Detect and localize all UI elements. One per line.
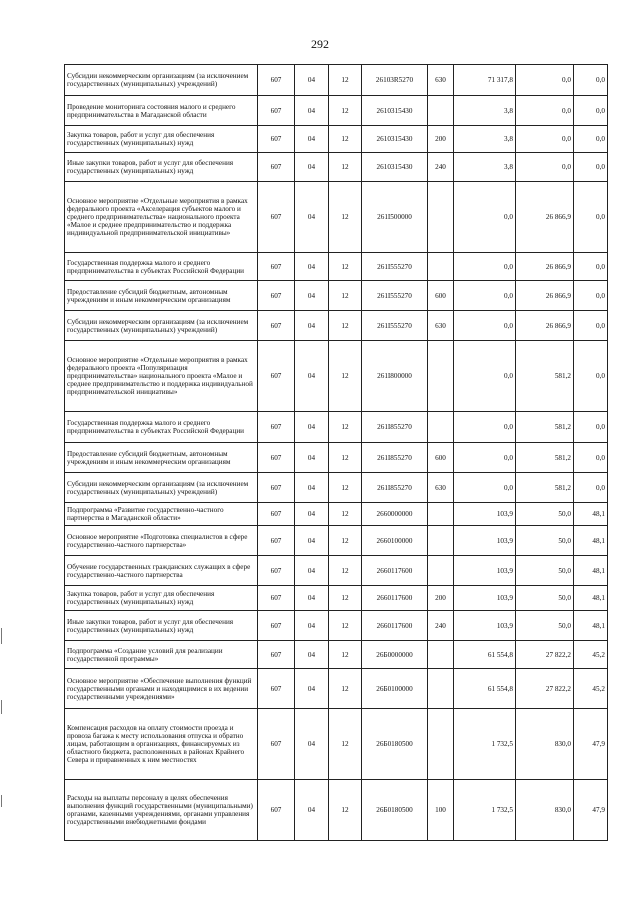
cell-vr [428, 341, 454, 412]
table-row [65, 586, 608, 611]
cell-rz: 04 [295, 412, 329, 443]
cell-vr [428, 253, 454, 281]
cell-vr [428, 709, 454, 780]
cell-vr: 630 [428, 65, 454, 96]
cell-y2: 27 822,2 [516, 641, 574, 669]
cell-csr: 261I555270 [362, 253, 428, 281]
cell-rz: 04 [295, 556, 329, 586]
cell-pr: 12 [329, 586, 362, 611]
cell-ved: 607 [258, 65, 295, 96]
scan-mark [1, 628, 2, 644]
cell-pr: 12 [329, 641, 362, 669]
table-row [65, 611, 608, 641]
cell-y2: 830,0 [516, 709, 574, 780]
cell-rz: 04 [295, 473, 329, 503]
table-row [65, 412, 608, 443]
cell-rz: 04 [295, 126, 329, 153]
cell-name: Обучение государственных гражданских служащих в сфере государственно-частного партнерства [65, 556, 258, 586]
cell-y3: 0,0 [574, 281, 608, 311]
cell-ved: 607 [258, 341, 295, 412]
cell-vr: 600 [428, 281, 454, 311]
budget-table [64, 64, 608, 841]
cell-y2: 0,0 [516, 126, 574, 153]
cell-vr: 200 [428, 126, 454, 153]
cell-rz: 04 [295, 669, 329, 709]
cell-name: Предоставление субсидий бюджетным, автономным учреждениям и иным некоммерческим организациям [65, 443, 258, 473]
cell-y2: 27 822,2 [516, 669, 574, 709]
cell-ved: 607 [258, 443, 295, 473]
cell-y1: 103,9 [454, 611, 516, 641]
cell-ved: 607 [258, 126, 295, 153]
cell-y1: 3,8 [454, 126, 516, 153]
cell-name: Основное мероприятие «Отдельные мероприятия в рамках федерального проекта «Акселерация субъектов малого и среднего предпринимательства» национального проекта «Малое и среднее предпринимательство и поддержка индивидуальной предпринимательской инициативы» [65, 182, 258, 253]
cell-y1: 0,0 [454, 311, 516, 341]
cell-y3: 45,2 [574, 641, 608, 669]
cell-csr: 26Б0100000 [362, 669, 428, 709]
cell-vr: 630 [428, 311, 454, 341]
cell-y1: 0,0 [454, 473, 516, 503]
cell-y2: 830,0 [516, 780, 574, 841]
cell-name: Субсидии некоммерческим организациям (за исключением государственных (муниципальных) учреждений) [65, 65, 258, 96]
scan-mark [1, 700, 2, 714]
cell-y3: 47,9 [574, 709, 608, 780]
cell-pr: 12 [329, 311, 362, 341]
cell-csr: 2660117600 [362, 586, 428, 611]
cell-y2: 0,0 [516, 153, 574, 182]
scan-mark [1, 795, 2, 807]
table-row [65, 709, 608, 780]
cell-name: Основное мероприятие «Обеспечение выполнения функций государственными органами и находящимися в их ведении государственными учреждениями» [65, 669, 258, 709]
cell-y2: 50,0 [516, 526, 574, 556]
cell-ved: 607 [258, 253, 295, 281]
cell-csr: 2610315430 [362, 126, 428, 153]
cell-name: Компенсация расходов на оплату стоимости проезда и провоза багажа к месту использования отпуска и обратно лицам, работающим в организациях, финансируемых из областного бюджета, расположенных в районах Крайнего Севера и приравненных к ним местностях [65, 709, 258, 780]
cell-rz: 04 [295, 96, 329, 126]
cell-pr: 12 [329, 126, 362, 153]
cell-pr: 12 [329, 473, 362, 503]
cell-name: Субсидии некоммерческим организациям (за исключением государственных (муниципальных) учреждений) [65, 473, 258, 503]
cell-y1: 3,8 [454, 96, 516, 126]
cell-vr: 200 [428, 586, 454, 611]
cell-rz: 04 [295, 443, 329, 473]
table-row [65, 556, 608, 586]
cell-rz: 04 [295, 253, 329, 281]
cell-rz: 04 [295, 641, 329, 669]
cell-vr [428, 669, 454, 709]
cell-name: Расходы на выплаты персоналу в целях обеспечения выполнения функций государственными (муниципальными) органами, казенными учреждениями, органами управления государственными внебюджетными фондами [65, 780, 258, 841]
cell-ved: 607 [258, 709, 295, 780]
cell-y2: 581,2 [516, 412, 574, 443]
cell-y1: 103,9 [454, 556, 516, 586]
cell-csr: 261I800000 [362, 341, 428, 412]
cell-rz: 04 [295, 611, 329, 641]
cell-vr [428, 526, 454, 556]
cell-name: Иные закупки товаров, работ и услуг для обеспечения государственных (муниципальных) нужд [65, 611, 258, 641]
cell-pr: 12 [329, 182, 362, 253]
cell-y1: 61 554,8 [454, 669, 516, 709]
cell-ved: 607 [258, 311, 295, 341]
cell-rz: 04 [295, 65, 329, 96]
cell-y3: 48,1 [574, 586, 608, 611]
cell-name: Подпрограмма «Развитие государственно-частного партнерства в Магаданской области» [65, 503, 258, 526]
cell-pr: 12 [329, 65, 362, 96]
cell-ved: 607 [258, 556, 295, 586]
cell-csr: 2660117600 [362, 556, 428, 586]
cell-y3: 45,2 [574, 669, 608, 709]
cell-pr: 12 [329, 669, 362, 709]
cell-ved: 607 [258, 780, 295, 841]
table-row [65, 526, 608, 556]
cell-pr: 12 [329, 611, 362, 641]
cell-name: Иные закупки товаров, работ и услуг для обеспечения государственных (муниципальных) нужд [65, 153, 258, 182]
cell-y1: 1 732,5 [454, 780, 516, 841]
cell-ved: 607 [258, 586, 295, 611]
cell-name: Закупка товаров, работ и услуг для обеспечения государственных (муниципальных) нужд [65, 586, 258, 611]
cell-y1: 0,0 [454, 281, 516, 311]
table-row [65, 182, 608, 253]
cell-csr: 261I855270 [362, 473, 428, 503]
cell-vr [428, 182, 454, 253]
cell-y3: 0,0 [574, 182, 608, 253]
cell-y1: 103,9 [454, 586, 516, 611]
cell-rz: 04 [295, 526, 329, 556]
cell-vr: 100 [428, 780, 454, 841]
cell-y3: 0,0 [574, 65, 608, 96]
cell-y2: 50,0 [516, 586, 574, 611]
cell-y2: 50,0 [516, 556, 574, 586]
cell-y3: 0,0 [574, 311, 608, 341]
cell-ved: 607 [258, 182, 295, 253]
cell-csr: 26Б0000000 [362, 641, 428, 669]
cell-y1: 0,0 [454, 412, 516, 443]
cell-y2: 26 866,9 [516, 182, 574, 253]
cell-pr: 12 [329, 341, 362, 412]
cell-y3: 0,0 [574, 473, 608, 503]
table-row [65, 341, 608, 412]
table-row [65, 153, 608, 182]
cell-rz: 04 [295, 153, 329, 182]
cell-y1: 0,0 [454, 443, 516, 473]
cell-vr [428, 412, 454, 443]
table-row [65, 65, 608, 96]
cell-ved: 607 [258, 526, 295, 556]
table-row [65, 443, 608, 473]
cell-name: Подпрограмма «Создание условий для реализации государственной программы» [65, 641, 258, 669]
cell-y2: 0,0 [516, 96, 574, 126]
cell-ved: 607 [258, 412, 295, 443]
cell-y2: 26 866,9 [516, 253, 574, 281]
cell-ved: 607 [258, 611, 295, 641]
cell-csr: 261I855270 [362, 443, 428, 473]
cell-vr: 630 [428, 473, 454, 503]
cell-pr: 12 [329, 153, 362, 182]
table-row [65, 641, 608, 669]
cell-rz: 04 [295, 341, 329, 412]
cell-pr: 12 [329, 503, 362, 526]
cell-vr: 240 [428, 611, 454, 641]
cell-y3: 48,1 [574, 611, 608, 641]
cell-csr: 2660000000 [362, 503, 428, 526]
cell-y2: 26 866,9 [516, 281, 574, 311]
cell-y1: 0,0 [454, 182, 516, 253]
cell-y2: 581,2 [516, 473, 574, 503]
cell-name: Проведение мониторинга состояния малого и среднего предпринимательства в Магаданской области [65, 96, 258, 126]
cell-csr: 261I500000 [362, 182, 428, 253]
cell-rz: 04 [295, 311, 329, 341]
cell-pr: 12 [329, 412, 362, 443]
cell-y3: 0,0 [574, 341, 608, 412]
cell-pr: 12 [329, 281, 362, 311]
cell-pr: 12 [329, 556, 362, 586]
cell-y1: 71 317,8 [454, 65, 516, 96]
cell-y2: 50,0 [516, 611, 574, 641]
cell-y2: 581,2 [516, 341, 574, 412]
cell-csr: 26Б0180500 [362, 780, 428, 841]
cell-pr: 12 [329, 96, 362, 126]
cell-y3: 0,0 [574, 253, 608, 281]
cell-ved: 607 [258, 669, 295, 709]
table-row [65, 780, 608, 841]
cell-csr: 2610315430 [362, 96, 428, 126]
page-number: 292 [311, 37, 329, 51]
cell-y1: 61 554,8 [454, 641, 516, 669]
cell-ved: 607 [258, 96, 295, 126]
cell-vr [428, 96, 454, 126]
cell-csr: 2660117600 [362, 611, 428, 641]
cell-csr: 261I555270 [362, 281, 428, 311]
cell-y1: 0,0 [454, 341, 516, 412]
cell-y2: 581,2 [516, 443, 574, 473]
cell-pr: 12 [329, 526, 362, 556]
cell-y3: 47,9 [574, 780, 608, 841]
cell-csr: 2610315430 [362, 153, 428, 182]
cell-y3: 48,1 [574, 556, 608, 586]
cell-vr: 600 [428, 443, 454, 473]
table-body [65, 65, 608, 841]
table-row [65, 96, 608, 126]
table-row [65, 503, 608, 526]
cell-name: Основное мероприятие «Подготовка специалистов в сфере государственно-частного партнерства» [65, 526, 258, 556]
cell-pr: 12 [329, 253, 362, 281]
cell-y1: 103,9 [454, 503, 516, 526]
table-row [65, 473, 608, 503]
cell-y3: 0,0 [574, 443, 608, 473]
cell-pr: 12 [329, 443, 362, 473]
cell-ved: 607 [258, 153, 295, 182]
cell-y3: 48,1 [574, 526, 608, 556]
cell-y2: 50,0 [516, 503, 574, 526]
cell-csr: 26Б0180500 [362, 709, 428, 780]
cell-y1: 1 732,5 [454, 709, 516, 780]
cell-ved: 607 [258, 503, 295, 526]
cell-name: Государственная поддержка малого и среднего предпринимательства в субъектах Российской Федерации [65, 412, 258, 443]
cell-rz: 04 [295, 780, 329, 841]
cell-y2: 0,0 [516, 65, 574, 96]
cell-y3: 0,0 [574, 126, 608, 153]
cell-y2: 26 866,9 [516, 311, 574, 341]
cell-csr: 2660100000 [362, 526, 428, 556]
cell-csr: 261I555270 [362, 311, 428, 341]
cell-pr: 12 [329, 709, 362, 780]
cell-name: Основное мероприятие «Отдельные мероприятия в рамках федерального проекта «Популяризация предпринимательства» национального проекта «Малое и среднее предпринимательство и поддержка индивидуальной предпринимательской инициативы» [65, 341, 258, 412]
cell-csr: 261I855270 [362, 412, 428, 443]
cell-name: Предоставление субсидий бюджетным, автономным учреждениям и иным некоммерческим организациям [65, 281, 258, 311]
table-row [65, 253, 608, 281]
cell-rz: 04 [295, 281, 329, 311]
cell-vr [428, 641, 454, 669]
table-row [65, 281, 608, 311]
cell-y3: 0,0 [574, 412, 608, 443]
cell-name: Субсидии некоммерческим организациям (за исключением государственных (муниципальных) учреждений) [65, 311, 258, 341]
cell-y1: 0,0 [454, 253, 516, 281]
cell-vr [428, 556, 454, 586]
cell-y1: 103,9 [454, 526, 516, 556]
cell-name: Закупка товаров, работ и услуг для обеспечения государственных (муниципальных) нужд [65, 126, 258, 153]
cell-ved: 607 [258, 641, 295, 669]
cell-y3: 48,1 [574, 503, 608, 526]
cell-ved: 607 [258, 281, 295, 311]
cell-vr: 240 [428, 153, 454, 182]
table-row [65, 126, 608, 153]
cell-rz: 04 [295, 586, 329, 611]
table-row [65, 311, 608, 341]
cell-csr: 26103R5270 [362, 65, 428, 96]
cell-rz: 04 [295, 709, 329, 780]
cell-pr: 12 [329, 780, 362, 841]
table-row [65, 669, 608, 709]
cell-y1: 3,8 [454, 153, 516, 182]
cell-y3: 0,0 [574, 96, 608, 126]
cell-rz: 04 [295, 182, 329, 253]
cell-vr [428, 503, 454, 526]
cell-rz: 04 [295, 503, 329, 526]
cell-ved: 607 [258, 473, 295, 503]
cell-name: Государственная поддержка малого и среднего предпринимательства в субъектах Российской Федерации [65, 253, 258, 281]
cell-y3: 0,0 [574, 153, 608, 182]
